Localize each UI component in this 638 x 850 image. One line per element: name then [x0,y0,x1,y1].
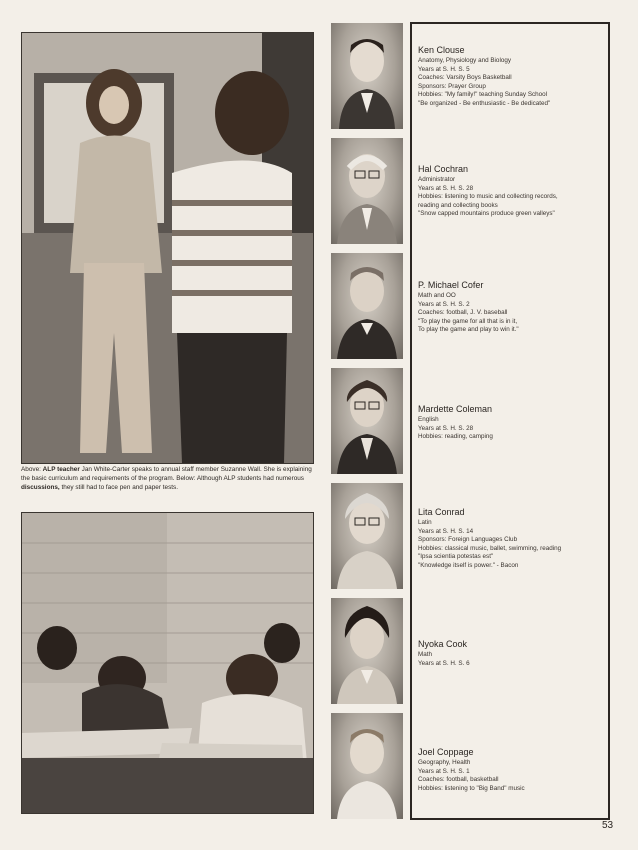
caption-text-1: Jan White-Carter speaks to annual staff member Suzanne Wall. She is explaining the basic curriculum and requirements of the program. Below: Although ALP students had numerous [21,466,312,482]
faculty-name: Mardette Coleman [418,404,493,414]
bio-joel-coppage [418,746,608,793]
photo-alp-teacher-conversation [21,32,314,464]
portrait-joel-coppage [331,713,403,819]
caption-bold-discussions: discussions, [21,484,60,491]
faculty-name: Nyoka Cook [418,639,468,649]
faculty-name: P. Michael Cofer [418,280,484,290]
faculty-name: Joel Coppage [418,747,474,757]
bio-line: Hobbies: listening to "Big Band" music [418,784,525,792]
portrait-mardette-coleman [331,368,403,474]
bio-line: Coaches: football, basketball [418,776,499,784]
bio-line: Years at S. H. S. 28 [418,424,474,432]
bio-line: Hobbies: reading, camping [418,433,493,441]
bio-line: Administrator [418,176,456,183]
faculty-name: Ken Clouse [418,45,465,55]
bio-p-michael-cofer [418,279,608,335]
caption-bold-alp-teacher: ALP teacher [42,466,80,473]
bio-line: Hobbies: "My family!" teaching Sunday School [418,91,548,99]
bio-line: Sponsors: Foreign Languages Club [418,536,518,544]
portrait-p-michael-cofer [331,253,403,359]
portrait-ken-clouse [331,23,403,129]
caption-lead: Above: [21,466,43,473]
portrait-nyoka-cook [331,598,403,704]
bio-mardette-coleman [418,403,608,442]
photo-caption [21,465,312,492]
faculty-name: Lita Conrad [418,507,465,517]
bio-line: Years at S. H. S. 5 [418,65,470,73]
bio-line: reading and collecting books [418,201,498,209]
bio-line: "Ipsa scientia potestas est" [418,553,494,561]
bio-line: "Be organized - Be enthusiastic - Be dedicated" [418,99,551,107]
bio-line: Latin [418,519,432,526]
bio-hal-cochran [418,163,608,219]
bio-nyoka-cook [418,638,608,668]
bio-line: Years at S. H. S. 28 [418,184,474,192]
bio-ken-clouse [418,44,608,109]
portrait-hal-cochran [331,138,403,244]
caption-text-2: they still had to face pen and paper tests. [59,484,179,491]
bio-line: Hobbies: classical music, ballet, swimming, reading [418,544,562,552]
bio-lita-conrad [418,506,608,571]
faculty-name: Hal Cochran [418,164,469,174]
bio-line: Coaches: football, J. V. baseball [418,309,508,317]
page-number: 53 [602,820,614,831]
bio-line: Sponsors: Prayer Group [418,82,486,90]
bio-line: Hobbies: listening to music and collecting records, [418,193,558,201]
bio-line: Geography, Health [418,759,471,766]
bio-line: Years at S. H. S. 2 [418,300,470,308]
bio-line: "Snow capped mountains produce green valleys" [418,210,555,218]
photo-students-taking-tests [21,512,314,814]
bio-line: English [418,416,439,423]
bio-line: Years at S. H. S. 1 [418,767,470,775]
bio-line: Math and OO [418,292,456,299]
bio-line: Years at S. H. S. 14 [418,527,474,535]
bio-line: Coaches: Varsity Boys Basketball [418,74,512,82]
bio-line: "To play the game for all that is in it, [418,317,518,325]
bio-line: To play the game and play to win it." [418,326,519,334]
bio-line: Math [418,651,432,658]
bio-line: Years at S. H. S. 6 [418,659,470,667]
portrait-lita-conrad [331,483,403,589]
bio-line: "Knowledge itself is power." - Bacon [418,561,519,569]
bio-line: Anatomy, Physiology and Biology [418,57,511,64]
